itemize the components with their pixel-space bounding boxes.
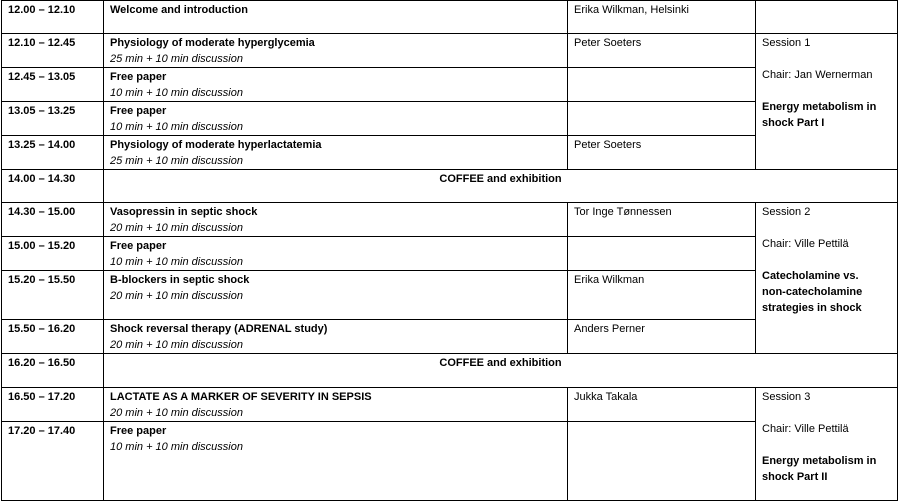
talk-title: Free paper xyxy=(110,425,167,437)
session-topic: Catecholamine vs. xyxy=(762,270,859,282)
talk-title: Free paper xyxy=(110,71,167,83)
talk-title: Welcome and introduction xyxy=(110,4,248,16)
talk-duration: 10 min + 10 min discussion xyxy=(110,441,243,453)
title-cell xyxy=(104,320,568,354)
time-cell: 14.00 – 14.30 xyxy=(2,170,104,203)
talk-title: B-blockers in septic shock xyxy=(110,274,250,286)
title-cell xyxy=(104,388,568,422)
session-name: Session 3 xyxy=(762,391,811,403)
title-cell xyxy=(104,136,568,170)
talk-duration: 25 min + 10 min discussion xyxy=(110,53,243,65)
session-chair: Chair: Ville Pettilä xyxy=(762,238,849,250)
talk-duration: 20 min + 10 min discussion xyxy=(110,339,243,351)
table-row xyxy=(2,203,898,237)
session-topic: shock Part I xyxy=(762,117,825,129)
talk-title: Vasopressin in septic shock xyxy=(110,206,258,218)
table-row-break xyxy=(2,170,898,203)
time-cell: 15.20 – 15.50 xyxy=(2,271,104,320)
speaker-cell xyxy=(568,422,756,501)
speaker-cell xyxy=(568,68,756,102)
time-cell: 15.50 – 16.20 xyxy=(2,320,104,354)
session-topic: Energy metabolism in xyxy=(762,101,877,113)
session-2-info xyxy=(756,203,898,354)
table-row xyxy=(2,34,898,68)
speaker-cell: Jukka Takala xyxy=(568,388,756,422)
title-cell xyxy=(104,102,568,136)
session-topic: shock Part II xyxy=(762,471,828,483)
title-cell xyxy=(104,1,568,34)
session-chair: Chair: Jan Wernerman xyxy=(762,69,873,81)
speaker-cell: Tor Inge Tønnessen xyxy=(568,203,756,237)
table-row xyxy=(2,388,898,422)
talk-title: Free paper xyxy=(110,105,167,117)
talk-title: Free paper xyxy=(110,240,167,252)
time-cell: 15.00 – 15.20 xyxy=(2,237,104,271)
talk-duration: 20 min + 10 min discussion xyxy=(110,222,243,234)
session-topic: Energy metabolism in xyxy=(762,455,877,467)
time-cell: 13.05 – 13.25 xyxy=(2,102,104,136)
talk-duration: 10 min + 10 min discussion xyxy=(110,87,243,99)
speaker-cell xyxy=(568,102,756,136)
time-cell: 12.00 – 12.10 xyxy=(2,1,104,34)
speaker-cell: Peter Soeters xyxy=(568,136,756,170)
session-name: Session 1 xyxy=(762,37,811,49)
session-cell-empty xyxy=(756,1,898,34)
talk-duration: 10 min + 10 min discussion xyxy=(110,121,243,133)
time-cell: 16.50 – 17.20 xyxy=(2,388,104,422)
session-3-info xyxy=(756,388,898,501)
title-cell xyxy=(104,203,568,237)
title-cell xyxy=(104,68,568,102)
session-topic: strategies in shock xyxy=(762,302,862,314)
time-cell: 17.20 – 17.40 xyxy=(2,422,104,501)
talk-title: Shock reversal therapy (ADRENAL study) xyxy=(110,323,328,335)
title-cell xyxy=(104,34,568,68)
speaker-cell: Peter Soeters xyxy=(568,34,756,68)
title-cell xyxy=(104,237,568,271)
coffee-break: COFFEE and exhibition xyxy=(104,354,898,388)
talk-duration: 25 min + 10 min discussion xyxy=(110,155,243,167)
time-cell: 12.45 – 13.05 xyxy=(2,68,104,102)
speaker-cell: Erika Wilkman, Helsinki xyxy=(568,1,756,34)
table-row-break xyxy=(2,354,898,388)
time-cell: 16.20 – 16.50 xyxy=(2,354,104,388)
session-name: Session 2 xyxy=(762,206,811,218)
session-chair: Chair: Ville Pettilä xyxy=(762,423,849,435)
talk-title: LACTATE AS A MARKER OF SEVERITY IN SEPSIS xyxy=(110,391,372,403)
time-cell: 12.10 – 12.45 xyxy=(2,34,104,68)
talk-title: Physiology of moderate hyperlactatemia xyxy=(110,139,322,151)
talk-duration: 20 min + 10 min discussion xyxy=(110,290,243,302)
speaker-cell: Erika Wilkman xyxy=(568,271,756,320)
title-cell xyxy=(104,271,568,320)
time-cell: 13.25 – 14.00 xyxy=(2,136,104,170)
speaker-cell xyxy=(568,237,756,271)
coffee-break: COFFEE and exhibition xyxy=(104,170,898,203)
session-1-info xyxy=(756,34,898,170)
title-cell xyxy=(104,422,568,501)
table-row xyxy=(2,1,898,34)
session-topic: non-catecholamine xyxy=(762,286,863,298)
talk-duration: 10 min + 10 min discussion xyxy=(110,256,243,268)
time-cell: 14.30 – 15.00 xyxy=(2,203,104,237)
talk-duration: 20 min + 10 min discussion xyxy=(110,407,243,419)
talk-title: Physiology of moderate hyperglycemia xyxy=(110,37,315,49)
program-table xyxy=(1,0,898,501)
speaker-cell: Anders Perner xyxy=(568,320,756,354)
